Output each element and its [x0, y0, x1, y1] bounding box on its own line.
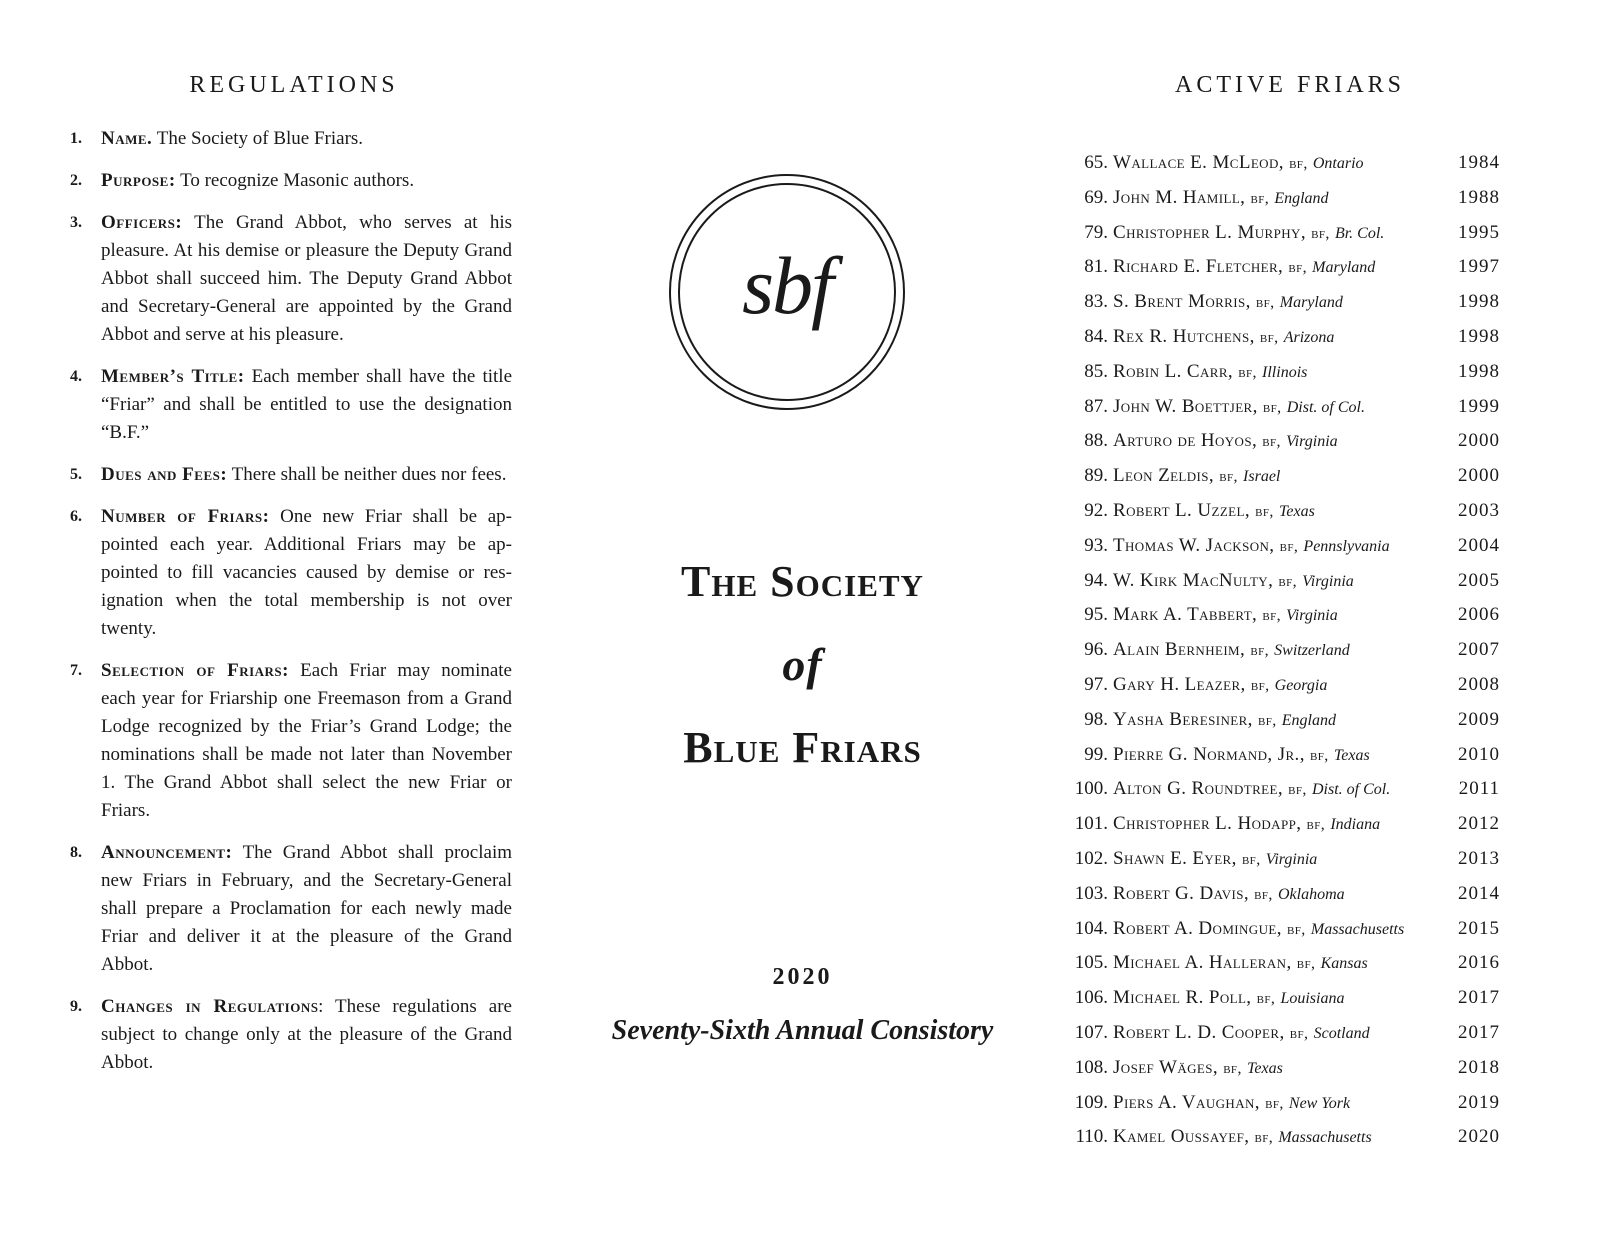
friar-number: 84. — [1084, 325, 1108, 347]
friar-row — [1068, 462, 1500, 497]
friar-row — [1068, 1054, 1500, 1089]
friar-designation: bf, — [1254, 1129, 1274, 1147]
friar-designation: bf, — [1219, 468, 1238, 486]
friar-row — [1068, 323, 1500, 358]
friar-number: 65. — [1084, 152, 1108, 173]
friar-designation: bf, — [1288, 781, 1307, 799]
friar-entry — [1113, 671, 1327, 700]
friar-row — [1068, 880, 1500, 915]
friar-number: 110. — [1075, 1126, 1108, 1148]
friar-name: Mark A. Tabbert, — [1113, 604, 1258, 626]
friar-location: Maryland — [1312, 259, 1376, 277]
friar-number: 101. — [1074, 813, 1108, 835]
regulation-title: Name. — [101, 128, 153, 149]
friar-year: 1998 — [1458, 325, 1500, 347]
friar-year: 2013 — [1458, 847, 1500, 869]
friar-name: S. Brent Morris, — [1113, 291, 1251, 313]
friar-location: Dist. of Col. — [1311, 781, 1391, 799]
friar-number: 85. — [1084, 360, 1108, 382]
friar-entry — [1113, 323, 1334, 352]
friar-designation: bf, — [1223, 1059, 1242, 1077]
friar-name: Josef Wäges, — [1113, 1056, 1219, 1078]
friar-year: 1984 — [1458, 152, 1500, 173]
friars-list — [1068, 149, 1500, 1158]
regulations-column — [70, 72, 512, 1091]
friar-entry — [1113, 636, 1350, 665]
regulation-title: Changes in Regulation — [101, 996, 311, 1017]
friar-entry — [1113, 741, 1370, 770]
friar-name: Robert L. D. Cooper, — [1113, 1021, 1285, 1043]
friar-number: 98. — [1084, 708, 1108, 730]
friar-location: Arizona — [1283, 328, 1335, 346]
regulation-text: Each member shall have the title “Friar” and shall be entitled to use the designation “B.F.” — [101, 366, 512, 443]
regulation-number: 7. — [70, 662, 82, 679]
friar-year: 2009 — [1458, 708, 1500, 730]
friar-name: W. Kirk MacNulty, — [1113, 569, 1274, 591]
active-friars-column — [1068, 72, 1500, 1148]
regulation-number: 9. — [70, 998, 82, 1015]
regulation-text: Each Friar may nominate each year for Friarship one Freemason from a Grand Lodge recognized by the Friar’s Grand Lodge; the nominations shall be made not later than November 1. The Grand Abbot shall select the new Friar or Friars. — [101, 660, 512, 821]
friar-location: Oklahoma — [1277, 885, 1345, 903]
friar-location: Dist. of Col. — [1286, 398, 1365, 416]
friar-location: England — [1274, 189, 1329, 207]
title-line-2: of — [782, 639, 823, 690]
friar-year: 2010 — [1458, 743, 1500, 765]
friar-name: Wallace E. McLeod, — [1113, 152, 1284, 173]
friar-name: Thomas W. Jackson, — [1113, 534, 1275, 556]
friar-name: Richard E. Fletcher, — [1113, 256, 1284, 278]
friar-location: Texas — [1333, 746, 1370, 764]
friar-row — [1068, 741, 1500, 776]
regulation-title: Dues and Fees: — [101, 464, 228, 485]
friar-row — [1068, 358, 1500, 393]
friar-number: 104. — [1074, 917, 1108, 939]
regulation-item — [70, 125, 512, 153]
friar-row — [1068, 288, 1500, 323]
friar-year: 2000 — [1458, 430, 1500, 452]
friar-designation: bf, — [1250, 642, 1269, 660]
friar-designation: bf, — [1278, 572, 1298, 590]
friar-entry — [1113, 845, 1317, 874]
society-seal — [669, 174, 905, 410]
friar-year: 2014 — [1458, 882, 1500, 904]
friar-entry — [1113, 567, 1354, 596]
friar-number: 89. — [1084, 465, 1108, 487]
seal-monogram: sbf — [742, 240, 832, 331]
friar-row — [1068, 636, 1500, 671]
friar-number: 103. — [1074, 882, 1108, 904]
friar-location: Israel — [1243, 468, 1281, 486]
regulation-title: Announcement: — [101, 842, 233, 863]
regulation-item — [70, 209, 512, 349]
friar-location: Texas — [1247, 1059, 1283, 1077]
friar-location: Maryland — [1279, 294, 1343, 312]
friar-designation: bf, — [1262, 607, 1281, 625]
regulation-text: To recognize Masonic authors. — [175, 170, 415, 191]
friar-entry — [1113, 706, 1336, 735]
friar-entry — [1113, 358, 1307, 387]
regulation-title: Officers: — [101, 212, 183, 233]
friar-year: 2017 — [1458, 1021, 1500, 1043]
regulation-title: Member’s Title: — [101, 366, 245, 387]
friar-row — [1068, 984, 1500, 1019]
friar-row — [1068, 1123, 1500, 1158]
friar-year: 1988 — [1458, 186, 1500, 208]
friar-number: 94. — [1084, 569, 1108, 591]
friar-year: 2017 — [1458, 987, 1500, 1009]
friar-year: 1998 — [1458, 291, 1500, 313]
friar-location: Scotland — [1313, 1024, 1370, 1042]
regulation-item — [70, 363, 512, 447]
friar-year: 1997 — [1458, 256, 1500, 278]
friar-designation: bf, — [1238, 363, 1257, 381]
friar-entry — [1113, 810, 1380, 839]
friar-location: Br. Col. — [1334, 224, 1385, 242]
friar-entry — [1113, 1019, 1370, 1048]
friar-name: Robert L. Uzzel, — [1113, 499, 1250, 521]
friar-designation: bf, — [1287, 920, 1306, 938]
friar-row — [1068, 253, 1500, 288]
friar-number: 100. — [1074, 778, 1108, 800]
friar-designation: bf, — [1296, 955, 1316, 973]
friar-number: 108. — [1074, 1056, 1108, 1078]
friar-entry — [1113, 532, 1390, 561]
friar-designation: bf, — [1289, 1024, 1309, 1042]
friar-entry — [1113, 253, 1375, 282]
friar-year: 2003 — [1458, 499, 1500, 521]
friar-year: 2004 — [1458, 534, 1500, 556]
regulation-text: The Society of Blue Friars. — [152, 128, 364, 149]
friar-location: Kansas — [1320, 955, 1368, 973]
friar-name: Michael A. Halleran, — [1113, 952, 1292, 974]
friar-location: Indiana — [1330, 816, 1381, 834]
regulation-number: 1. — [70, 130, 82, 147]
friar-name: Kamel Oussayef, — [1113, 1126, 1250, 1148]
regulation-item — [70, 839, 512, 979]
regulation-title: Selection of Friars: — [101, 660, 289, 681]
friar-location: Texas — [1278, 502, 1315, 520]
friar-entry — [1113, 219, 1384, 248]
active-friars-heading: ACTIVE FRIARS — [1174, 72, 1406, 98]
friar-row — [1068, 845, 1500, 880]
friar-name: Gary H. Leazer, — [1113, 673, 1246, 695]
friar-designation: bf, — [1241, 850, 1261, 868]
friar-year: 1995 — [1458, 221, 1500, 243]
friar-entry — [1113, 149, 1364, 178]
friar-designation: bf, — [1311, 224, 1330, 242]
regulation-text: The Grand Abbot, who serves at his pleasure. At his demise or pleasure the Deputy Grand Abbot shall succeed him. The Deputy Grand Abbot and Secretary-General are appointed by the Grand Abbot and serve at his pleasure. — [101, 212, 512, 345]
regulation-item — [70, 657, 512, 825]
friar-year: 2000 — [1458, 465, 1500, 487]
friar-location: Louisiana — [1280, 990, 1345, 1008]
friar-designation: bf, — [1289, 155, 1308, 172]
friar-row — [1068, 497, 1500, 532]
friar-entry — [1113, 949, 1368, 978]
friar-number: 92. — [1084, 499, 1108, 521]
friar-row — [1068, 1019, 1500, 1054]
friar-row — [1068, 532, 1500, 567]
regulation-number: 5. — [70, 466, 82, 483]
friar-row — [1068, 915, 1500, 950]
friar-number: 107. — [1074, 1021, 1108, 1043]
friar-location: Massachusetts — [1278, 1129, 1372, 1147]
friar-row — [1068, 427, 1500, 462]
friar-number: 81. — [1084, 256, 1108, 278]
friar-name: Alton G. Roundtree, — [1113, 778, 1283, 800]
friar-entry — [1113, 775, 1390, 804]
friar-number: 97. — [1084, 673, 1108, 695]
regulation-item — [70, 167, 512, 195]
title-line-1: The Society — [681, 557, 924, 606]
friar-location: Virginia — [1265, 850, 1318, 868]
friar-name: Christopher L. Murphy, — [1113, 221, 1306, 243]
friar-number: 88. — [1084, 430, 1108, 452]
friar-designation: bf, — [1259, 328, 1279, 346]
friar-year: 2018 — [1458, 1056, 1500, 1078]
friar-entry — [1113, 393, 1365, 422]
regulation-title: Number of Friars: — [101, 506, 270, 527]
friar-designation: bf, — [1257, 711, 1277, 729]
friar-number: 109. — [1074, 1091, 1108, 1113]
friar-designation: bf, — [1262, 433, 1281, 451]
friar-row — [1068, 393, 1500, 428]
friar-designation: bf, — [1288, 259, 1307, 277]
friar-entry — [1113, 601, 1338, 630]
friar-row — [1068, 149, 1500, 184]
friar-entry — [1113, 288, 1343, 317]
friar-designation: bf, — [1250, 676, 1270, 694]
friar-row — [1068, 567, 1500, 602]
friar-entry — [1113, 497, 1315, 526]
regulation-item — [70, 503, 512, 643]
friar-entry — [1113, 880, 1345, 909]
friar-designation: bf, — [1265, 1094, 1284, 1112]
friar-name: Leon Zeldis, — [1113, 465, 1215, 487]
friar-name: Arturo de Hoyos, — [1113, 430, 1258, 452]
friar-name: Yasha Beresiner, — [1113, 708, 1253, 730]
friar-number: 87. — [1084, 395, 1108, 417]
friar-year: 2007 — [1458, 639, 1500, 661]
friar-location: Ontario — [1312, 155, 1364, 172]
friar-year: 2005 — [1458, 569, 1500, 591]
friar-year: 1998 — [1458, 360, 1500, 382]
friar-number: 69. — [1084, 186, 1108, 208]
friar-year: 2012 — [1458, 813, 1500, 835]
regulation-text: One new Friar shall be appointed each year. Additional Friars may be appointed to fill vacancies caused by demise or resignation when the total membership is not over twenty. — [101, 506, 512, 639]
friar-designation: bf, — [1262, 398, 1282, 416]
friar-number: 102. — [1074, 847, 1108, 869]
friar-name: Michael R. Poll, — [1113, 987, 1252, 1009]
friar-row — [1068, 671, 1500, 706]
friar-year: 2019 — [1458, 1091, 1500, 1113]
friar-number: 95. — [1084, 604, 1108, 626]
friar-name: Pierre G. Normand, Jr., — [1113, 743, 1305, 765]
friar-year: 2020 — [1458, 1126, 1500, 1148]
friar-row — [1068, 706, 1500, 741]
friar-name: Rex R. Hutchens, — [1113, 325, 1255, 347]
friar-designation: bf, — [1254, 885, 1273, 903]
friar-number: 99. — [1084, 743, 1108, 765]
friar-entry — [1113, 1054, 1283, 1083]
friar-name: Robin L. Carr, — [1113, 360, 1234, 382]
friar-entry — [1113, 984, 1344, 1013]
friar-number: 106. — [1074, 987, 1108, 1009]
friar-location: England — [1281, 711, 1336, 729]
friar-location: Virginia — [1302, 572, 1354, 590]
regulation-number: 4. — [70, 368, 82, 385]
friar-entry — [1113, 184, 1329, 213]
friar-designation: bf, — [1306, 816, 1326, 834]
regulation-number: 3. — [70, 214, 82, 231]
friar-row — [1068, 219, 1500, 254]
regulations-heading: REGULATIONS — [189, 72, 399, 98]
friar-entry — [1113, 1123, 1372, 1152]
friar-location: Illinois — [1262, 363, 1308, 381]
friar-year: 1999 — [1458, 395, 1500, 417]
regulation-text: There shall be neither dues nor fees. — [227, 464, 507, 485]
consistory-subtitle: Seventy-Sixth Annual Consistory — [611, 1015, 994, 1046]
friar-year: 2008 — [1458, 673, 1500, 695]
regulation-title: Purpose: — [101, 170, 176, 191]
friar-location: Massachusetts — [1310, 920, 1405, 938]
friar-entry — [1113, 915, 1404, 944]
friar-name: John W. Boettjer, — [1113, 395, 1258, 417]
regulation-number: 2. — [70, 172, 82, 189]
friar-location: Switzerland — [1274, 642, 1350, 660]
friar-year: 2016 — [1458, 952, 1500, 974]
friar-row — [1068, 601, 1500, 636]
friar-location: Pennslyvania — [1303, 537, 1390, 555]
friar-name: Alain Bernheim, — [1113, 639, 1246, 661]
friar-location: Georgia — [1274, 676, 1328, 694]
consistory-year: 2020 — [772, 964, 833, 990]
friar-entry — [1113, 427, 1338, 456]
friar-location: Virginia — [1286, 607, 1338, 625]
friar-name: Christopher L. Hodapp, — [1113, 813, 1302, 835]
friar-entry — [1113, 462, 1280, 491]
regulation-number: 6. — [70, 508, 82, 525]
friar-number: 96. — [1084, 639, 1108, 661]
title-panel — [575, 0, 1030, 1237]
regulations-list — [70, 125, 512, 1077]
friar-number: 79. — [1084, 221, 1108, 243]
friar-designation: bf, — [1256, 990, 1276, 1008]
title-line-3: Blue Friars — [683, 723, 922, 772]
friar-designation: bf, — [1310, 746, 1329, 764]
friar-number: 105. — [1074, 952, 1108, 974]
seal-inner-ring — [678, 183, 896, 401]
friar-row — [1068, 810, 1500, 845]
friar-location: Virginia — [1286, 433, 1338, 451]
friar-year: 2011 — [1458, 778, 1500, 800]
friar-number: 83. — [1084, 291, 1108, 313]
friar-row — [1068, 775, 1500, 810]
friar-row — [1068, 184, 1500, 219]
friar-designation: bf, — [1279, 537, 1299, 555]
friar-name: Shawn E. Eyer, — [1113, 847, 1237, 869]
friar-row — [1068, 1089, 1500, 1124]
regulation-text: The Grand Abbot shall proclaim new Friars in February, and the Secretary-General shall prepare a Proclamation for each newly made Friar and deliver it at the pleasure of the Grand Abbot. — [101, 842, 512, 975]
friar-year: 2006 — [1458, 604, 1500, 626]
friar-location: New York — [1288, 1094, 1351, 1112]
friar-name: Robert G. Davis, — [1113, 882, 1250, 904]
friar-number: 93. — [1084, 534, 1108, 556]
friar-entry — [1113, 1089, 1350, 1118]
friar-name: John M. Hamill, — [1113, 186, 1246, 208]
regulation-number: 8. — [70, 844, 82, 861]
friar-designation: bf, — [1255, 502, 1274, 520]
friar-name: Piers A. Vaughan, — [1113, 1091, 1260, 1113]
friar-name: Robert A. Domingue, — [1113, 917, 1282, 939]
friar-year: 2015 — [1458, 917, 1500, 939]
friar-designation: bf, — [1255, 294, 1275, 312]
regulation-item — [70, 993, 512, 1077]
friar-designation: bf, — [1250, 189, 1270, 207]
friar-row — [1068, 949, 1500, 984]
regulation-text: s: These regulations are subject to change only at the pleasure of the Grand Abbot. — [101, 996, 512, 1073]
regulation-item — [70, 461, 512, 489]
